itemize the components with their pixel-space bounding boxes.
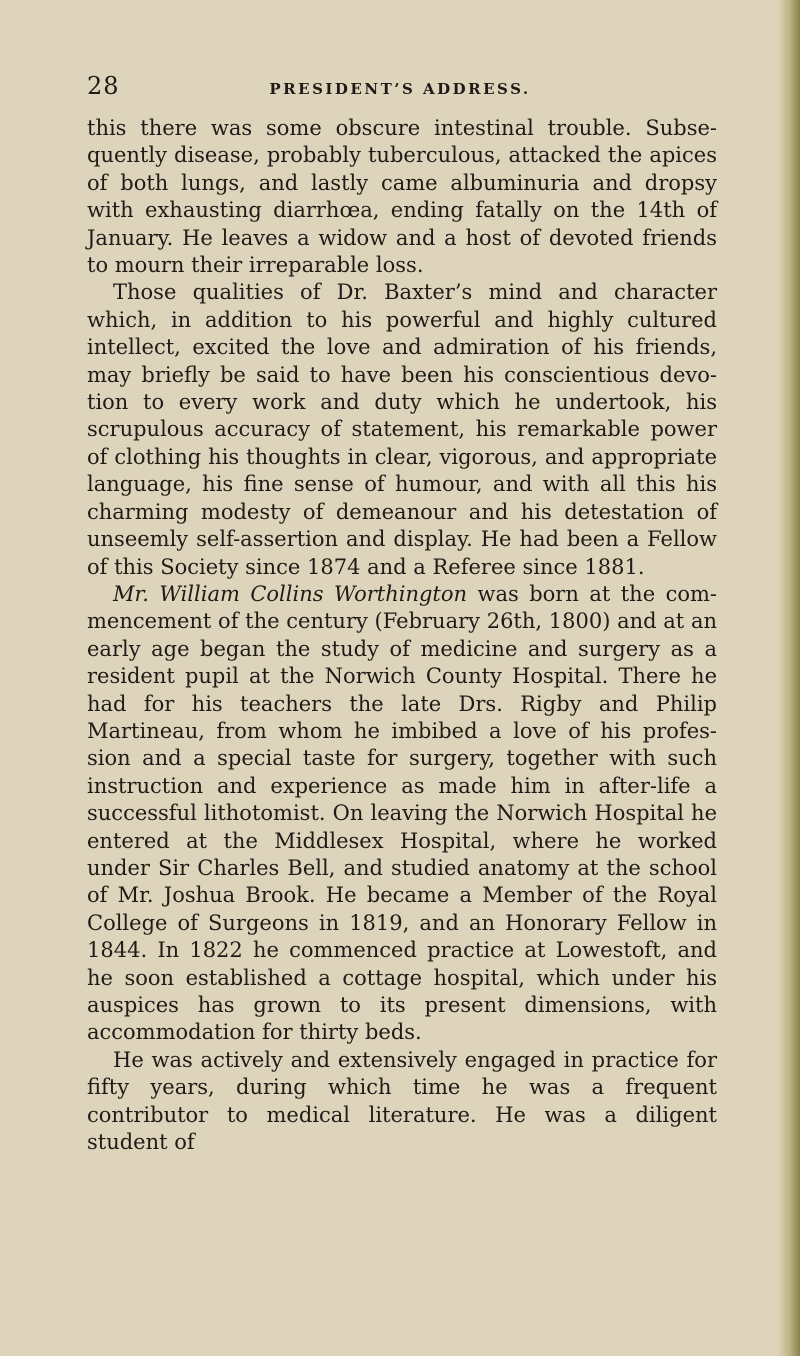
paragraph-2: Those qualities of Dr. Baxter’s mind and character which, in addition to his powerful and highly cultured intellect, excited the love and admiration of his friends, may briefly be said to have been his conscientious devo- tion to every work and duty which he undertook, his scrupulous accuracy of statement, his remarkable power of clothing his thoughts in clear, vigorous, and appropriate language, his fine sense of humour, and with all this his charming modesty of demeanour and his detestation of unseemly self-assertion and display. He had been a Fellow of this Society since 1874 and a Referee since 1881.	[87, 280, 717, 579]
paragraph-4: He was actively and extensively engaged in practice for fifty years, during which time he was a frequent contributor to medical literature. He was a diligent student of	[87, 1047, 717, 1155]
page-number: 28	[87, 72, 120, 100]
paragraph-3-text: was born at the com- mencement of the century (February 26th, 1800) and at an early age began the study of medicine and surgery as a resident pupil at the Norwich County Hospital. There he had for his teachers the late Drs. Rigby and Philip Martineau, from whom he imbibed a love of his profes- sion and a special taste for surgery, together with such instruction and experience as made him in after-life a successful lithotomist. On leaving the Norwich Hospital he entered at the Middlesex Hospital, where he worked under Sir Charles Bell, and studied anatomy at the school of Mr. Joshua Brook. He became a Member of the Royal College of Surgeons in 1819, and an Honorary Fellow in 1844. In 1822 he commenced practice at Lowestoft, and he soon established a cottage hospital, which under his auspices has grown to its present dimensions, with accommodation for thirty beds.	[87, 581, 717, 1045]
person-name: William Collins Worthington	[159, 581, 468, 606]
paragraph-3-prefix: Mr.	[113, 581, 149, 606]
page-edge-shadow	[778, 0, 800, 1356]
body-text	[87, 115, 717, 1156]
paragraph-1: this there was some obscure intestinal trouble. Subse- quently disease, probably tuberculous, attacked the apices of both lungs, and lastly came albuminuria and dropsy with exhausting diarrhœa, ending fatally on the 14th of January. He leaves a widow and a host of devoted friends to mourn their irreparable loss.	[87, 116, 717, 278]
paragraph-3	[87, 581, 717, 1047]
running-head: PRESIDENT’S ADDRESS.	[269, 80, 531, 98]
